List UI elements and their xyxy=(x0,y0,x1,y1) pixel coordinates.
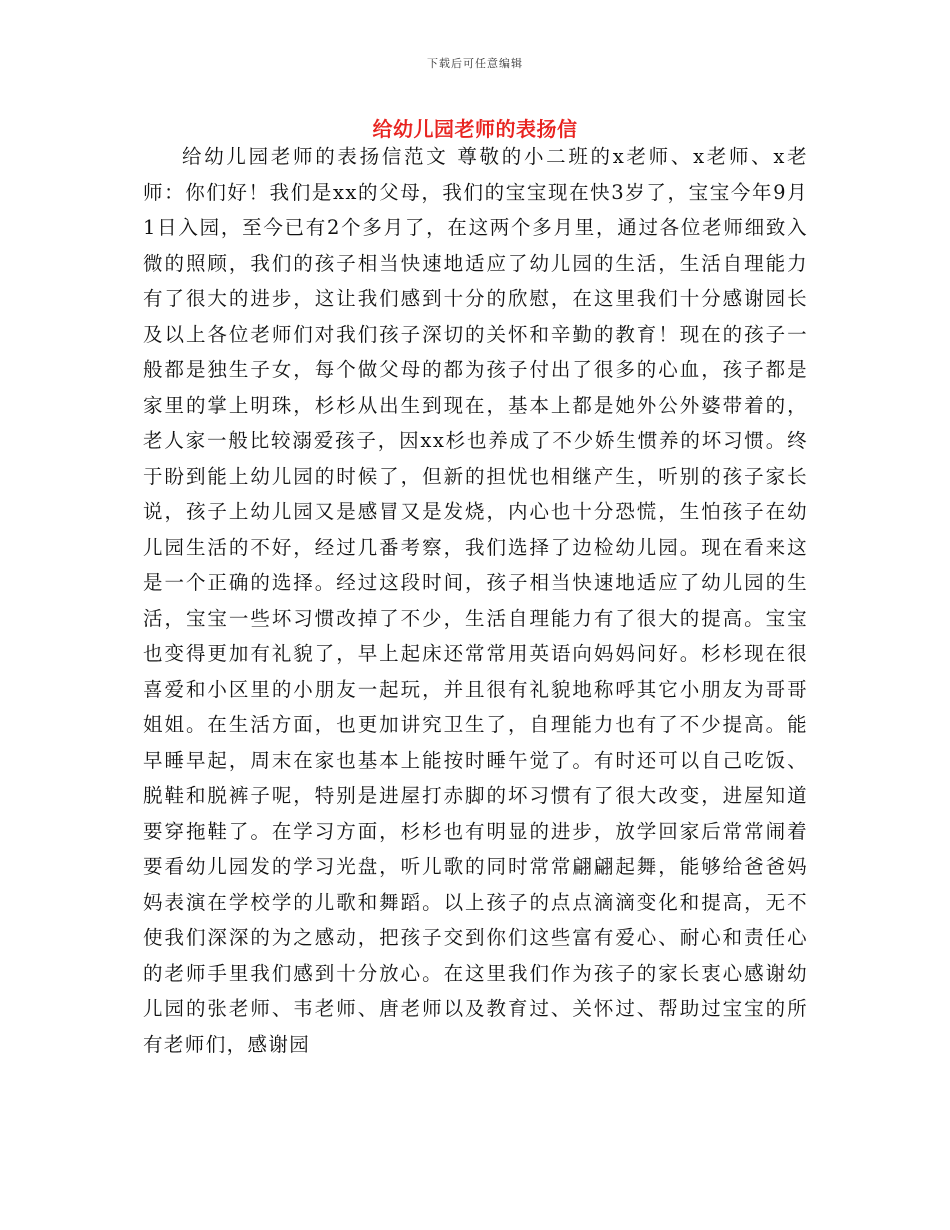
document-body: 给幼儿园老师的表扬信范文 尊敬的小二班的x老师、x老师、x老师：你们好！我们是xx的父母，我们的宝宝现在快3岁了，宝宝今年9月1日入园，至今已有2个多月了，在这两个多月里，通过各位老师细致入微的照顾，我们的孩子相当快速地适应了幼儿园的生活，生活自理能力有了很大的进步，这让我们感到十分的欣慰，在这里我们十分感谢园长及以上各位老师们对我们孩子深切的关怀和辛勤的教育！现在的孩子一般都是独生子女，每个做父母的都为孩子付出了很多的心血，孩子都是家里的掌上明珠，杉杉从出生到现在，基本上都是她外公外婆带着的，老人家一般比较溺爱孩子，因xx杉也养成了不少娇生惯养的坏习惯。终于盼到能上幼儿园的时候了，但新的担忧也相继产生，听别的孩子家长说，孩子上幼儿园又是感冒又是发烧，内心也十分恐慌，生怕孩子在幼儿园生活的不好，经过几番考察，我们选择了边检幼儿园。现在看来这是一个正确的选择。经过这段时间，孩子相当快速地适应了幼儿园的生活，宝宝一些坏习惯改掉了不少，生活自理能力有了很大的提高。宝宝也变得更加有礼貌了，早上起床还常常用英语向妈妈问好。杉杉现在很喜爱和小区里的小朋友一起玩，并且很有礼貌地称呼其它小朋友为哥哥姐姐。在生活方面，也更加讲究卫生了，自理能力也有了不少提高。能早睡早起，周末在家也基本上能按时睡午觉了。有时还可以自己吃饭、脱鞋和脱裤子呢，特别是进屋打赤脚的坏习惯有了很大改变，进屋知道要穿拖鞋了。在学习方面，杉杉也有明显的进步，放学回家后常常闹着要看幼儿园发的学习光盘，听儿歌的同时常常翩翩起舞，能够给爸爸妈妈表演在学校学的儿歌和舞蹈。以上孩子的点点滴滴变化和提高，无不使我们深深的为之感动，把孩子交到你们这些富有爱心、耐心和责任心的老师手里我们感到十分放心。在这里我们作为孩子的家长衷心感谢幼儿园的张老师、韦老师、唐老师以及教育过、关怀过、帮助过宝宝的所有老师们，感谢园 xyxy=(143,145,808,1056)
header-note: 下载后可任意编辑 xyxy=(427,57,523,70)
document-title: 给幼儿园老师的表扬信 xyxy=(372,117,578,141)
